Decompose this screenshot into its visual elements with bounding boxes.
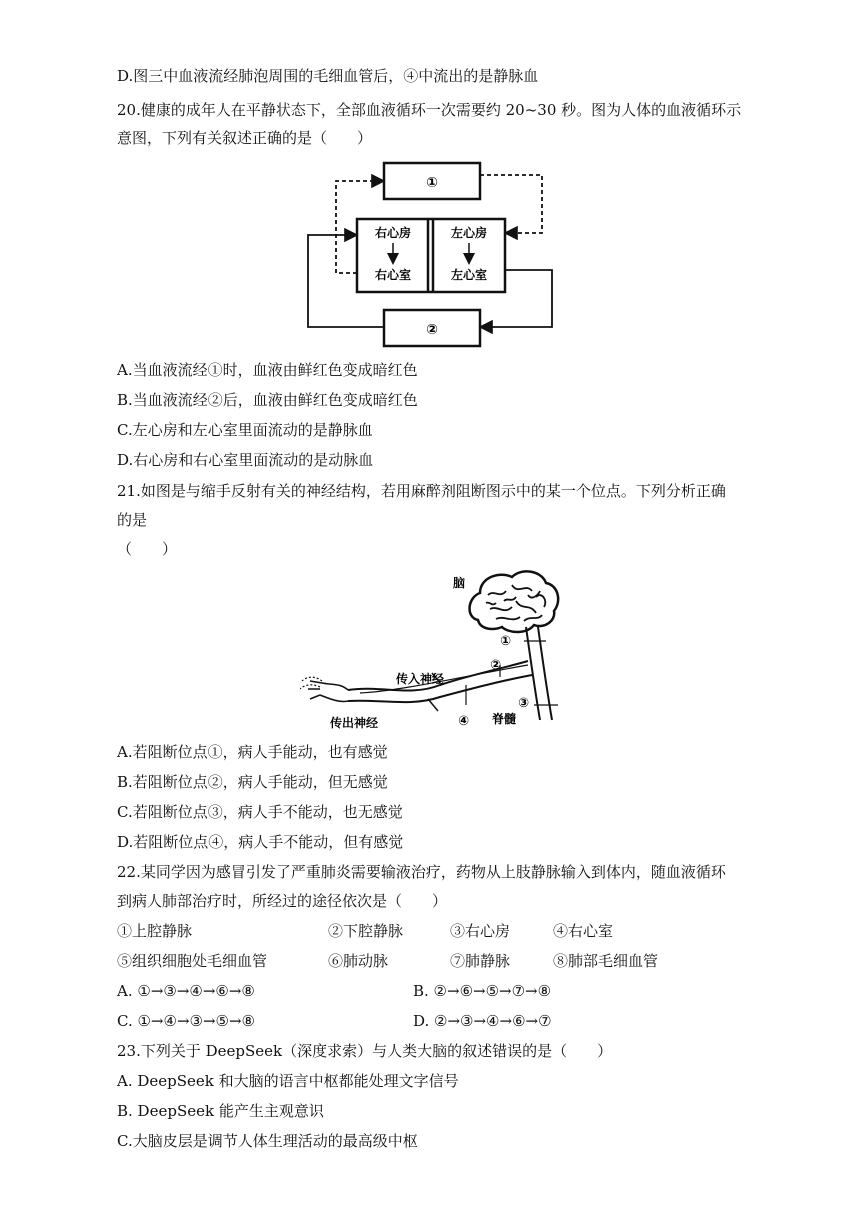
brain-icon [470,571,559,632]
q22-item-4: ④右心室 [553,922,614,940]
question-22-stem: 22.某同学因为感冒引发了严重肺炎需要输液治疗，药物从上肢静脉输入到体内，随血液循环 [117,863,726,881]
point-4-label: ④ [458,714,470,729]
point-2-label: ② [490,658,502,673]
option-22-d: D. ②→③→④→⑥→⑦ [413,1012,552,1030]
option-21-c: C.若阻断位点③，病人手不能动，也无感觉 [117,803,403,821]
q22-item-5: ⑤组织细胞处毛细血管 [117,952,268,970]
option-23-a: A. DeepSeek 和大脑的语言中枢都能处理文字信号 [117,1072,459,1090]
option-23-c: C.大脑皮层是调节人体生理活动的最高级中枢 [117,1132,418,1150]
q22-item-6: ⑥肺动脉 [328,952,389,970]
box-2-label: ② [426,322,438,338]
question-23-stem: 23.下列关于 DeepSeek（深度求索）与人类大脑的叙述错误的是（ ） [117,1042,613,1060]
brain-label: 脑 [453,576,466,590]
question-22-stem-cont: 到病人肺部治疗时，所经过的途径依次是（ ） [117,892,448,910]
box-1-label: ① [426,175,438,191]
afferent-nerve-label: 传入神经 [396,672,445,686]
point-1-label: ① [500,634,512,649]
option-22-a: A. ①→③→④→⑥→⑧ [117,982,255,1000]
option-20-b: B.当血液流经②后，血液由鲜红色变成暗红色 [117,391,418,409]
q22-item-1: ①上腔静脉 [117,922,193,940]
option-21-b: B.若阻断位点②，病人手能动，但无感觉 [117,773,388,791]
reflex-nerve-diagram [300,565,565,735]
option-20-d: D.右心房和右心室里面流动的是动脉血 [117,451,374,469]
q22-item-2: ②下腔静脉 [328,922,404,940]
question-20-stem-cont: 意图，下列有关叙述正确的是（ ） [117,129,373,147]
spinal-cord-label: 脊髓 [492,712,517,726]
question-20-stem: 20.健康的成年人在平静状态下，全部血液循环一次需要约 20~30 秒。图为人体的血液循环示 [117,101,742,119]
q22-item-7: ⑦肺静脉 [450,952,511,970]
right-atrium-label: 右心房 [374,226,412,240]
option-21-a: A.若阻断位点①，病人手能动，也有感觉 [117,743,388,761]
option-23-b: B. DeepSeek 能产生主观意识 [117,1102,324,1120]
option-22-b: B. ②→⑥→⑤→⑦→⑧ [413,982,552,1000]
question-21-bracket: （ ） [117,540,178,558]
question-21-stem: 21.如图是与缩手反射有关的神经结构，若用麻醉剂阻断图示中的某一个位点。下列分析正确 [117,482,726,500]
option-21-d: D.若阻断位点④，病人手不能动，但有感觉 [117,833,404,851]
left-atrium-label: 左心房 [450,226,488,240]
option-20-c: C.左心房和左心室里面流动的是静脉血 [117,421,373,439]
efferent-nerve-label: 传出神经 [330,716,379,730]
point-3-label: ③ [518,696,530,711]
blood-circulation-diagram [300,155,560,355]
left-ventricle-label: 左心室 [450,268,488,282]
q22-item-8: ⑧肺部毛细血管 [553,952,659,970]
q22-item-3: ③右心房 [450,922,511,940]
option-19-d: D.图三中血液流经肺泡周围的毛细血管后，④中流出的是静脉血 [117,67,539,85]
option-20-a: A.当血液流经①时，血液由鲜红色变成暗红色 [117,361,418,379]
question-21-stem-cont: 的是 [117,511,148,529]
option-22-c: C. ①→④→③→⑤→⑧ [117,1012,255,1030]
right-ventricle-label: 右心室 [374,268,412,282]
